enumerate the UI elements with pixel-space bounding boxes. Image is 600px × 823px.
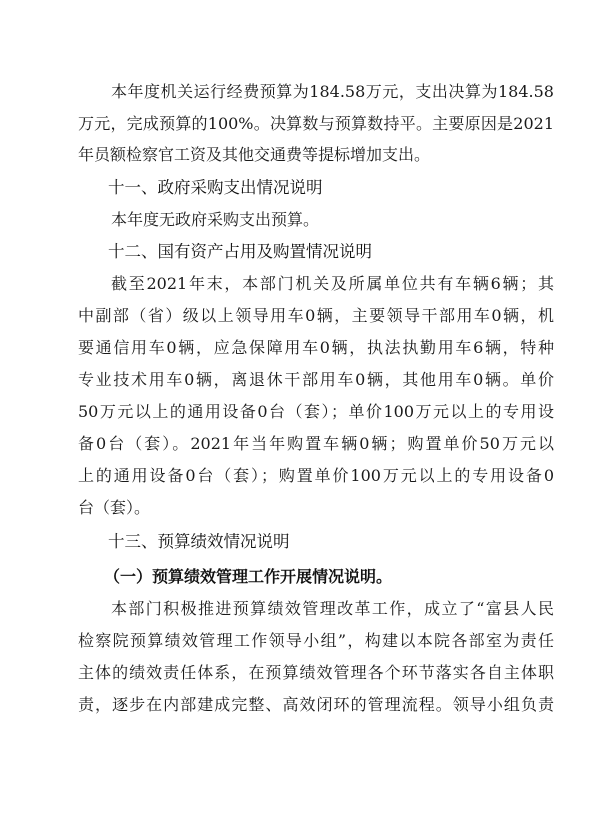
- paragraph-line: 本年度机关运行经费预算为184.58万元，支出决算为184.58: [111, 82, 554, 101]
- paragraph-line: 检察院预算绩效管理工作领导小组”，构建以本院各部室为责任: [78, 631, 554, 650]
- section-heading-11: 十一、政府采购支出情况说明: [108, 178, 323, 197]
- section-heading-12: 十二、国有资产占用及购置情况说明: [108, 242, 372, 261]
- paragraph-line: 主体的绩效责任体系，在预算绩效管理各个环节落实各自主体职: [78, 663, 554, 682]
- section-heading-13: 十三、预算绩效情况说明: [108, 532, 290, 551]
- paragraph-line: 本部门积极推进预算绩效管理改革工作，成立了“富县人民: [111, 599, 554, 618]
- subsection-heading-1: （一）预算绩效管理工作开展情况说明。: [104, 567, 393, 586]
- paragraph-line: 专业技术用车0辆，离退休干部用车0辆，其他用车0辆。单价: [78, 370, 554, 389]
- paragraph-line: 要通信用车0辆，应急保障用车0辆，执法执勤用车6辆，特种: [78, 338, 554, 357]
- paragraph-line: 万元，完成预算的100%。决算数与预算数持平。主要原因是2021: [78, 114, 554, 133]
- paragraph-line: 本年度无政府采购支出预算。: [111, 210, 320, 229]
- paragraph-line: 备0台（套）。2021年当年购置车辆0辆；购置单价50万元以: [78, 434, 554, 453]
- paragraph-line: 责，逐步在内部建成完整、高效闭环的管理流程。领导小组负责: [78, 695, 554, 714]
- paragraph-line: 截至2021年末，本部门机关及所属单位共有车辆6辆；其: [111, 274, 554, 293]
- paragraph-line: 上的通用设备0台（套）；购置单价100万元以上的专用设备0: [78, 466, 554, 485]
- paragraph-line: 中副部（省）级以上领导用车0辆，主要领导干部用车0辆，机: [78, 306, 554, 325]
- paragraph-line: 年员额检察官工资及其他交通费等提标增加支出。: [78, 145, 431, 164]
- paragraph-line: 台（套）。: [78, 498, 151, 517]
- paragraph-line: 50万元以上的通用设备0台（套）；单价100万元以上的专用设: [78, 402, 554, 421]
